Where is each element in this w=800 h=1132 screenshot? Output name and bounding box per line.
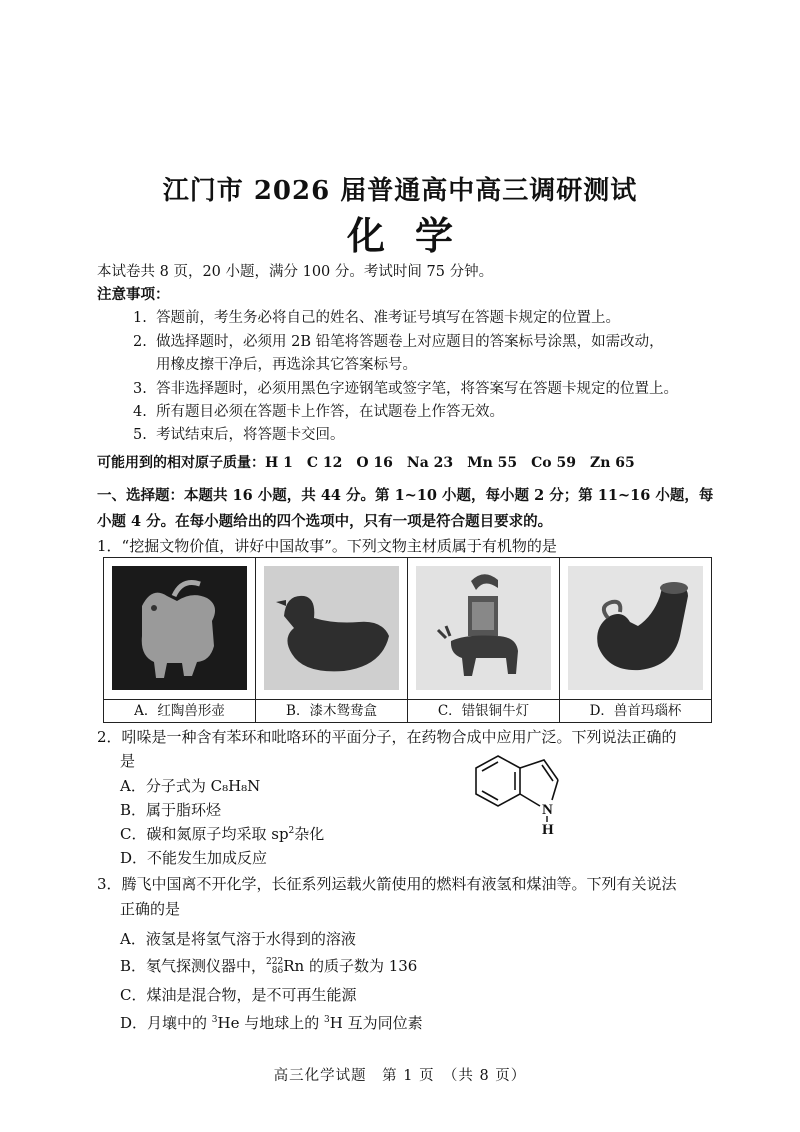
agate-rhyton-cup-image [568, 566, 703, 690]
note-item-continued: 用橡皮擦干净后，再选涂其它答案标号。 [156, 357, 417, 373]
option-a-caption: A．红陶兽形壶 [104, 699, 255, 722]
question-2-option-c: C．碳和氮原子均采取 $sp^2$杂化 [120, 825, 325, 843]
artifact-cell-d [560, 558, 711, 722]
atomic-mass-line: 可能用到的相对原子质量：H 1 C 12 O 16 Na 23 Mn 55 Co 59 Zn 65 [97, 455, 635, 471]
question-2-stem-continued: 是 [120, 752, 136, 770]
artifact-photo-pottery [112, 566, 247, 690]
option-c-caption: C．错银铜牛灯 [408, 699, 559, 722]
artifact-photo-agate-cup [568, 566, 703, 690]
question-3-option-c: C．煤油是混合物，是不可再生能源 [120, 986, 357, 1004]
question-2-option-d: D．不能发生加成反应 [120, 849, 268, 867]
indole-skeleton [468, 748, 588, 838]
question-1-stem: 1．“挖掘文物价值，讲好中国故事”。下列文物主材质属于有机物的是 [97, 537, 557, 555]
artifact-photo-lacquer-box [264, 566, 399, 690]
question-3-stem: 3．腾飞中国离不开化学，长征系列运载火箭使用的燃料有液氢和煤油等。下列有关说法 [97, 875, 677, 893]
nuclide-notation: 222 86 [266, 957, 284, 976]
note-item: 4. 所有题目必须在答题卡上作答，在试题卷上作答无效。 [133, 404, 505, 420]
section-heading-continued: 小题 4 分。在每小题给出的四个选项中，只有一项是符合题目要求的。 [97, 513, 553, 530]
artifact-image-table [103, 557, 712, 723]
question-2-stem: 2．吲哚是一种含有苯环和吡咯环的平面分子，在药物合成中应用广泛。下列说法正确的 [97, 728, 677, 746]
exam-title: 江门市 2026 届普通高中高三调研测试 [162, 176, 638, 206]
note-item: 1. 答题前，考生务必将自己的姓名、准考证号填写在答题卡规定的位置上。 [133, 310, 621, 326]
artifact-cell-c [408, 558, 560, 722]
artifact-cell-b [256, 558, 408, 722]
note-item: 5. 考试结束后，将答题卡交回。 [133, 427, 345, 443]
question-3-option-a: A．液氢是将氢气溶于水得到的溶液 [120, 930, 356, 948]
notes-heading: 注意事项： [97, 286, 170, 303]
bronze-ox-lamp-image [416, 566, 551, 690]
question-2-option-b: B．属于脂环烃 [120, 801, 222, 819]
question-3-option-b: B．氡气探测仪器中， 222 86 Rn 的质子数为 136 [120, 957, 418, 976]
question-3-stem-continued: 正确的是 [120, 900, 181, 918]
subject-title: 化学 [346, 213, 483, 258]
section-heading: 一、选择题：本题共 16 小题，共 44 分。第 1~10 小题，每小题 2 分；第 11~16 小题，每 [97, 487, 714, 504]
page-footer: 高三化学试题 第 1 页 （共 8 页） [273, 1068, 527, 1084]
option-d-caption: D．兽首玛瑙杯 [560, 699, 711, 722]
exam-intro: 本试卷共 8 页，20 小题，满分 100 分。考试时间 75 分钟。 [97, 264, 494, 280]
question-3-option-d: D．月壤中的 $^3$He 与地球上的 $^3$H 互为同位素 [120, 1014, 423, 1032]
hydrogen-label: H [542, 822, 554, 838]
pottery-vessel-image [112, 566, 247, 690]
indole-structure-diagram [468, 748, 588, 838]
artifact-cell-a [104, 558, 256, 722]
nitrogen-label: N [542, 802, 553, 818]
option-b-caption: B．漆木鸳鸯盒 [256, 699, 407, 722]
question-2-option-a: A．分子式为 C₈H₈N [120, 777, 261, 795]
artifact-photo-bronze-lamp [416, 566, 551, 690]
lacquer-duck-box-image [264, 566, 399, 690]
note-item: 3. 答非选择题时，必须用黑色字迹钢笔或签字笔，将答案写在答题卡规定的位置上。 [133, 381, 679, 397]
note-item: 2. 做选择题时，必须用 2B 铅笔将答题卷上对应题目的答案标号涂黑，如需改动， [133, 334, 664, 350]
